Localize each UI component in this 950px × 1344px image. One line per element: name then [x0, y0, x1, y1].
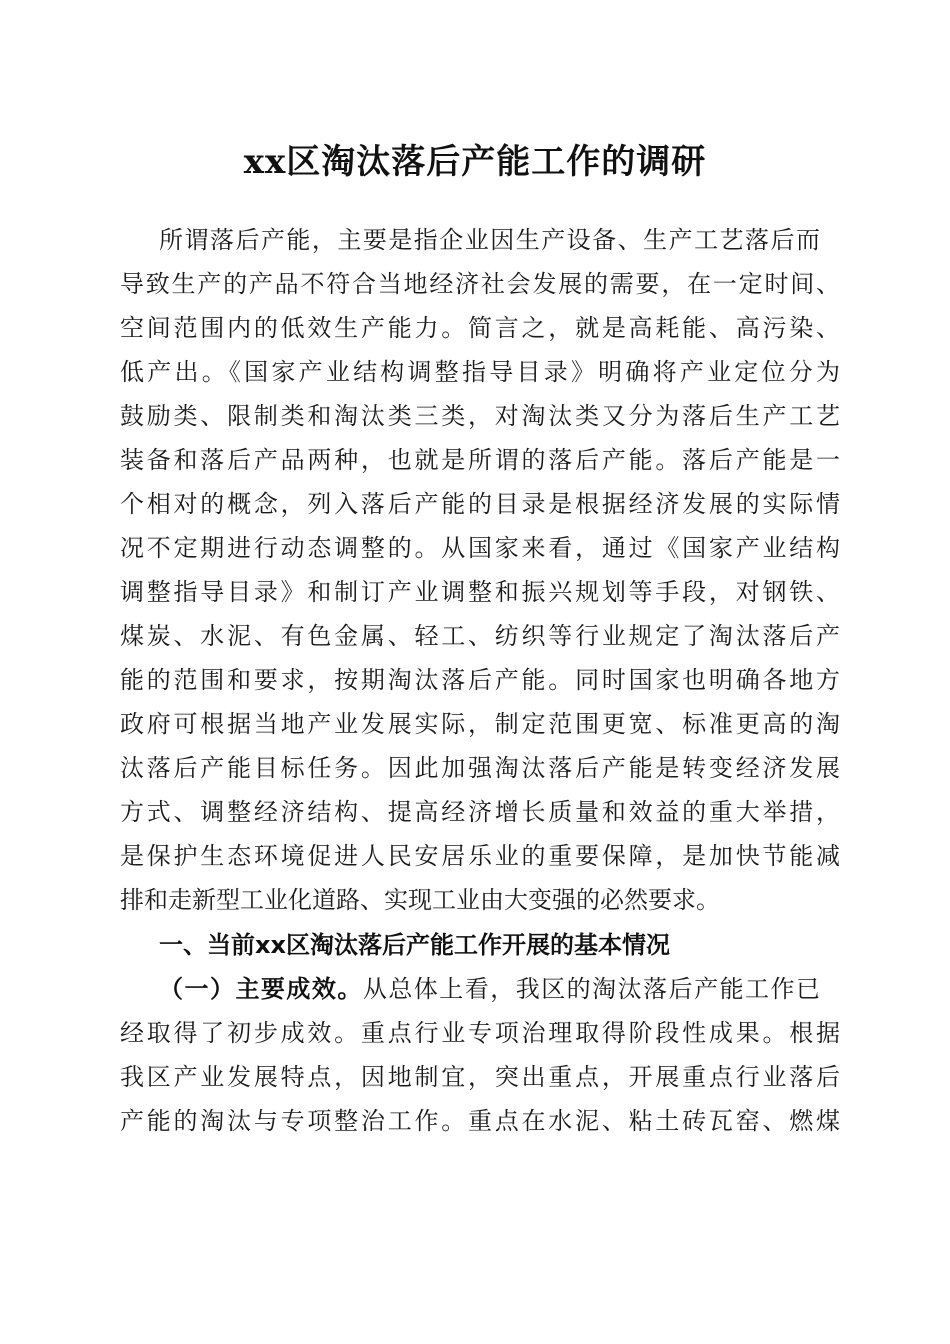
intro-line-11: 能的范围和要求，按期淘汰落后产能。同时国家也明确各地方	[120, 666, 840, 694]
intro-line-2: 导致生产的产品不符合当地经济社会发展的需要，在一定时间、	[120, 270, 840, 298]
intro-line-10: 煤炭、水泥、有色金属、轻工、纺织等行业规定了淘汰落后产	[120, 622, 840, 650]
intro-line-4: 低产出。《国家产业结构调整指导目录》明确将产业定位分为	[120, 358, 840, 386]
document-title: xx区淘汰落后产能工作的调研	[243, 142, 707, 182]
subsection-line-3: 我区产业发展特点，因地制宜，突出重点，开展重点行业落后	[120, 1063, 840, 1091]
intro-line-3: 空间范围内的低效生产能力。简言之，就是高耗能、高污染、	[120, 314, 840, 342]
intro-line-14: 方式、调整经济结构、提高经济增长质量和效益的重大举措，	[120, 798, 840, 826]
intro-line-12: 政府可根据当地产业发展实际，制定范围更宽、标准更高的淘	[120, 710, 840, 738]
subsection-first-line-text: 从总体上看，我区的淘汰落后产能工作已	[362, 975, 820, 1003]
intro-line-16: 排和走新型工业化道路、实现工业由大变强的必然要求。	[120, 886, 720, 914]
intro-line-9: 调整指导目录》和制订产业调整和振兴规划等手段，对钢铁、	[120, 578, 840, 606]
subsection-line-4: 产能的淘汰与专项整治工作。重点在水泥、粘土砖瓦窑、燃煤	[120, 1107, 840, 1135]
subsection-line-2: 经取得了初步成效。重点行业专项治理取得阶段性成果。根据	[120, 1019, 840, 1047]
intro-line-1: 所谓落后产能，主要是指企业因生产设备、生产工艺落后而	[159, 226, 820, 254]
intro-line-5: 鼓励类、限制类和淘汰类三类，对淘汰类又分为落后生产工艺	[120, 402, 840, 430]
intro-line-8: 况不定期进行动态调整的。从国家来看，通过《国家产业结构	[120, 534, 840, 562]
intro-line-6: 装备和落后产品两种，也就是所谓的落后产能。落后产能是一	[120, 446, 840, 474]
intro-line-13: 汰落后产能目标任务。因此加强淘汰落后产能是转变经济发展	[120, 754, 840, 782]
section-heading-1: 一、当前xx区淘汰落后产能工作开展的基本情况	[159, 931, 670, 959]
subsection-label: （一）主要成效。	[159, 975, 363, 1003]
intro-line-15: 是保护生态环境促进人民安居乐业的重要保障，是加快节能减	[120, 842, 840, 870]
subsection-first-line	[159, 967, 820, 1011]
intro-line-7: 个相对的概念，列入落后产能的目录是根据经济发展的实际情	[120, 490, 840, 518]
